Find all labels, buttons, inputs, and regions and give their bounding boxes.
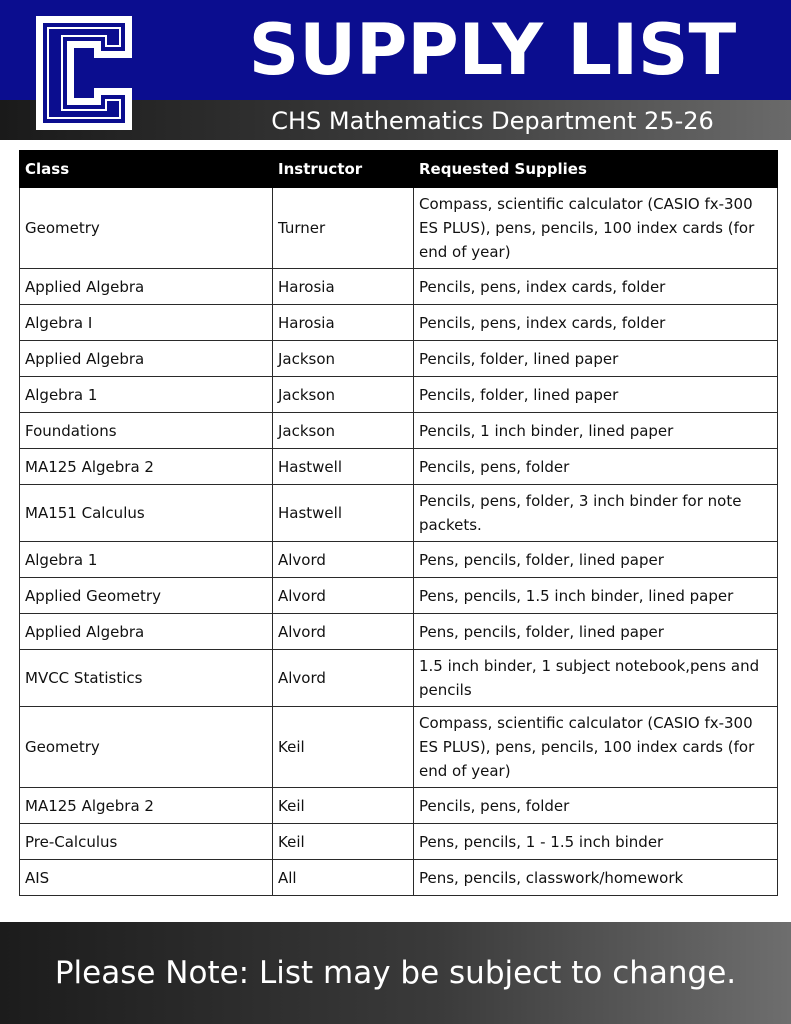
table-row [20, 650, 778, 707]
class-cell: MA125 Algebra 2 [20, 449, 273, 485]
supplies-cell: Pencils, 1 inch binder, lined paper [414, 413, 778, 449]
class-cell: MVCC Statistics [20, 650, 273, 707]
instructor-cell: All [273, 860, 414, 896]
table-row [20, 614, 778, 650]
class-cell: Applied Geometry [20, 578, 273, 614]
instructor-cell: Jackson [273, 377, 414, 413]
table-row [20, 305, 778, 341]
table-row [20, 485, 778, 542]
class-cell: MA151 Calculus [20, 485, 273, 542]
supplies-cell: Pens, pencils, 1 - 1.5 inch binder [414, 824, 778, 860]
supply-table [19, 150, 778, 896]
instructor-cell: Alvord [273, 578, 414, 614]
instructor-cell: Hastwell [273, 449, 414, 485]
class-cell: Algebra I [20, 305, 273, 341]
class-cell: Pre-Calculus [20, 824, 273, 860]
instructor-cell: Hastwell [273, 485, 414, 542]
supplies-cell: Pencils, pens, index cards, folder [414, 269, 778, 305]
table-row [20, 707, 778, 788]
class-cell: Applied Algebra [20, 614, 273, 650]
class-cell: Algebra 1 [20, 542, 273, 578]
instructor-cell: Keil [273, 824, 414, 860]
class-cell: Foundations [20, 413, 273, 449]
supplies-cell: Pencils, pens, index cards, folder [414, 305, 778, 341]
supplies-cell: Pens, pencils, folder, lined paper [414, 542, 778, 578]
school-c-logo-icon [32, 12, 136, 134]
supplies-cell: Pencils, folder, lined paper [414, 341, 778, 377]
table-row [20, 824, 778, 860]
instructor-cell: Alvord [273, 542, 414, 578]
table-row [20, 377, 778, 413]
supplies-cell: Pencils, folder, lined paper [414, 377, 778, 413]
footer-note: Please Note: List may be subject to change. [54, 955, 737, 991]
instructor-cell: Turner [273, 188, 414, 269]
supplies-cell: Pencils, pens, folder [414, 449, 778, 485]
instructor-cell: Jackson [273, 413, 414, 449]
table-row [20, 578, 778, 614]
table-row [20, 188, 778, 269]
class-cell: Applied Algebra [20, 269, 273, 305]
page-title: SUPPLY LIST [248, 9, 737, 91]
instructor-cell: Alvord [273, 614, 414, 650]
class-cell: AIS [20, 860, 273, 896]
instructor-cell: Keil [273, 788, 414, 824]
instructor-cell: Alvord [273, 650, 414, 707]
instructor-cell: Jackson [273, 341, 414, 377]
class-cell: Applied Algebra [20, 341, 273, 377]
column-header-supplies: Requested Supplies [414, 151, 778, 188]
table-header-row [20, 151, 778, 188]
class-cell: Geometry [20, 188, 273, 269]
table-row [20, 542, 778, 578]
instructor-cell: Harosia [273, 305, 414, 341]
table-row [20, 269, 778, 305]
instructor-cell: Keil [273, 707, 414, 788]
supplies-cell: Pencils, pens, folder, 3 inch binder for note packets. [414, 485, 778, 542]
table-row [20, 449, 778, 485]
column-header-class: Class [20, 151, 273, 188]
table-row [20, 860, 778, 896]
instructor-cell: Harosia [273, 269, 414, 305]
supplies-cell: Pens, pencils, 1.5 inch binder, lined paper [414, 578, 778, 614]
supplies-cell: Compass, scientific calculator (CASIO fx-300 ES PLUS), pens, pencils, 100 index cards (for end of year) [414, 188, 778, 269]
supplies-cell: Pencils, pens, folder [414, 788, 778, 824]
page-subtitle: CHS Mathematics Department 25-26 [271, 107, 714, 135]
class-cell: Geometry [20, 707, 273, 788]
class-cell: MA125 Algebra 2 [20, 788, 273, 824]
supplies-cell: Pens, pencils, classwork/homework [414, 860, 778, 896]
table-row [20, 413, 778, 449]
supplies-cell: Pens, pencils, folder, lined paper [414, 614, 778, 650]
table-row [20, 788, 778, 824]
supplies-cell: 1.5 inch binder, 1 subject notebook,pens and pencils [414, 650, 778, 707]
class-cell: Algebra 1 [20, 377, 273, 413]
supplies-cell: Compass, scientific calculator (CASIO fx-300 ES PLUS), pens, pencils, 100 index cards (for end of year) [414, 707, 778, 788]
table-row [20, 341, 778, 377]
column-header-instructor: Instructor [273, 151, 414, 188]
